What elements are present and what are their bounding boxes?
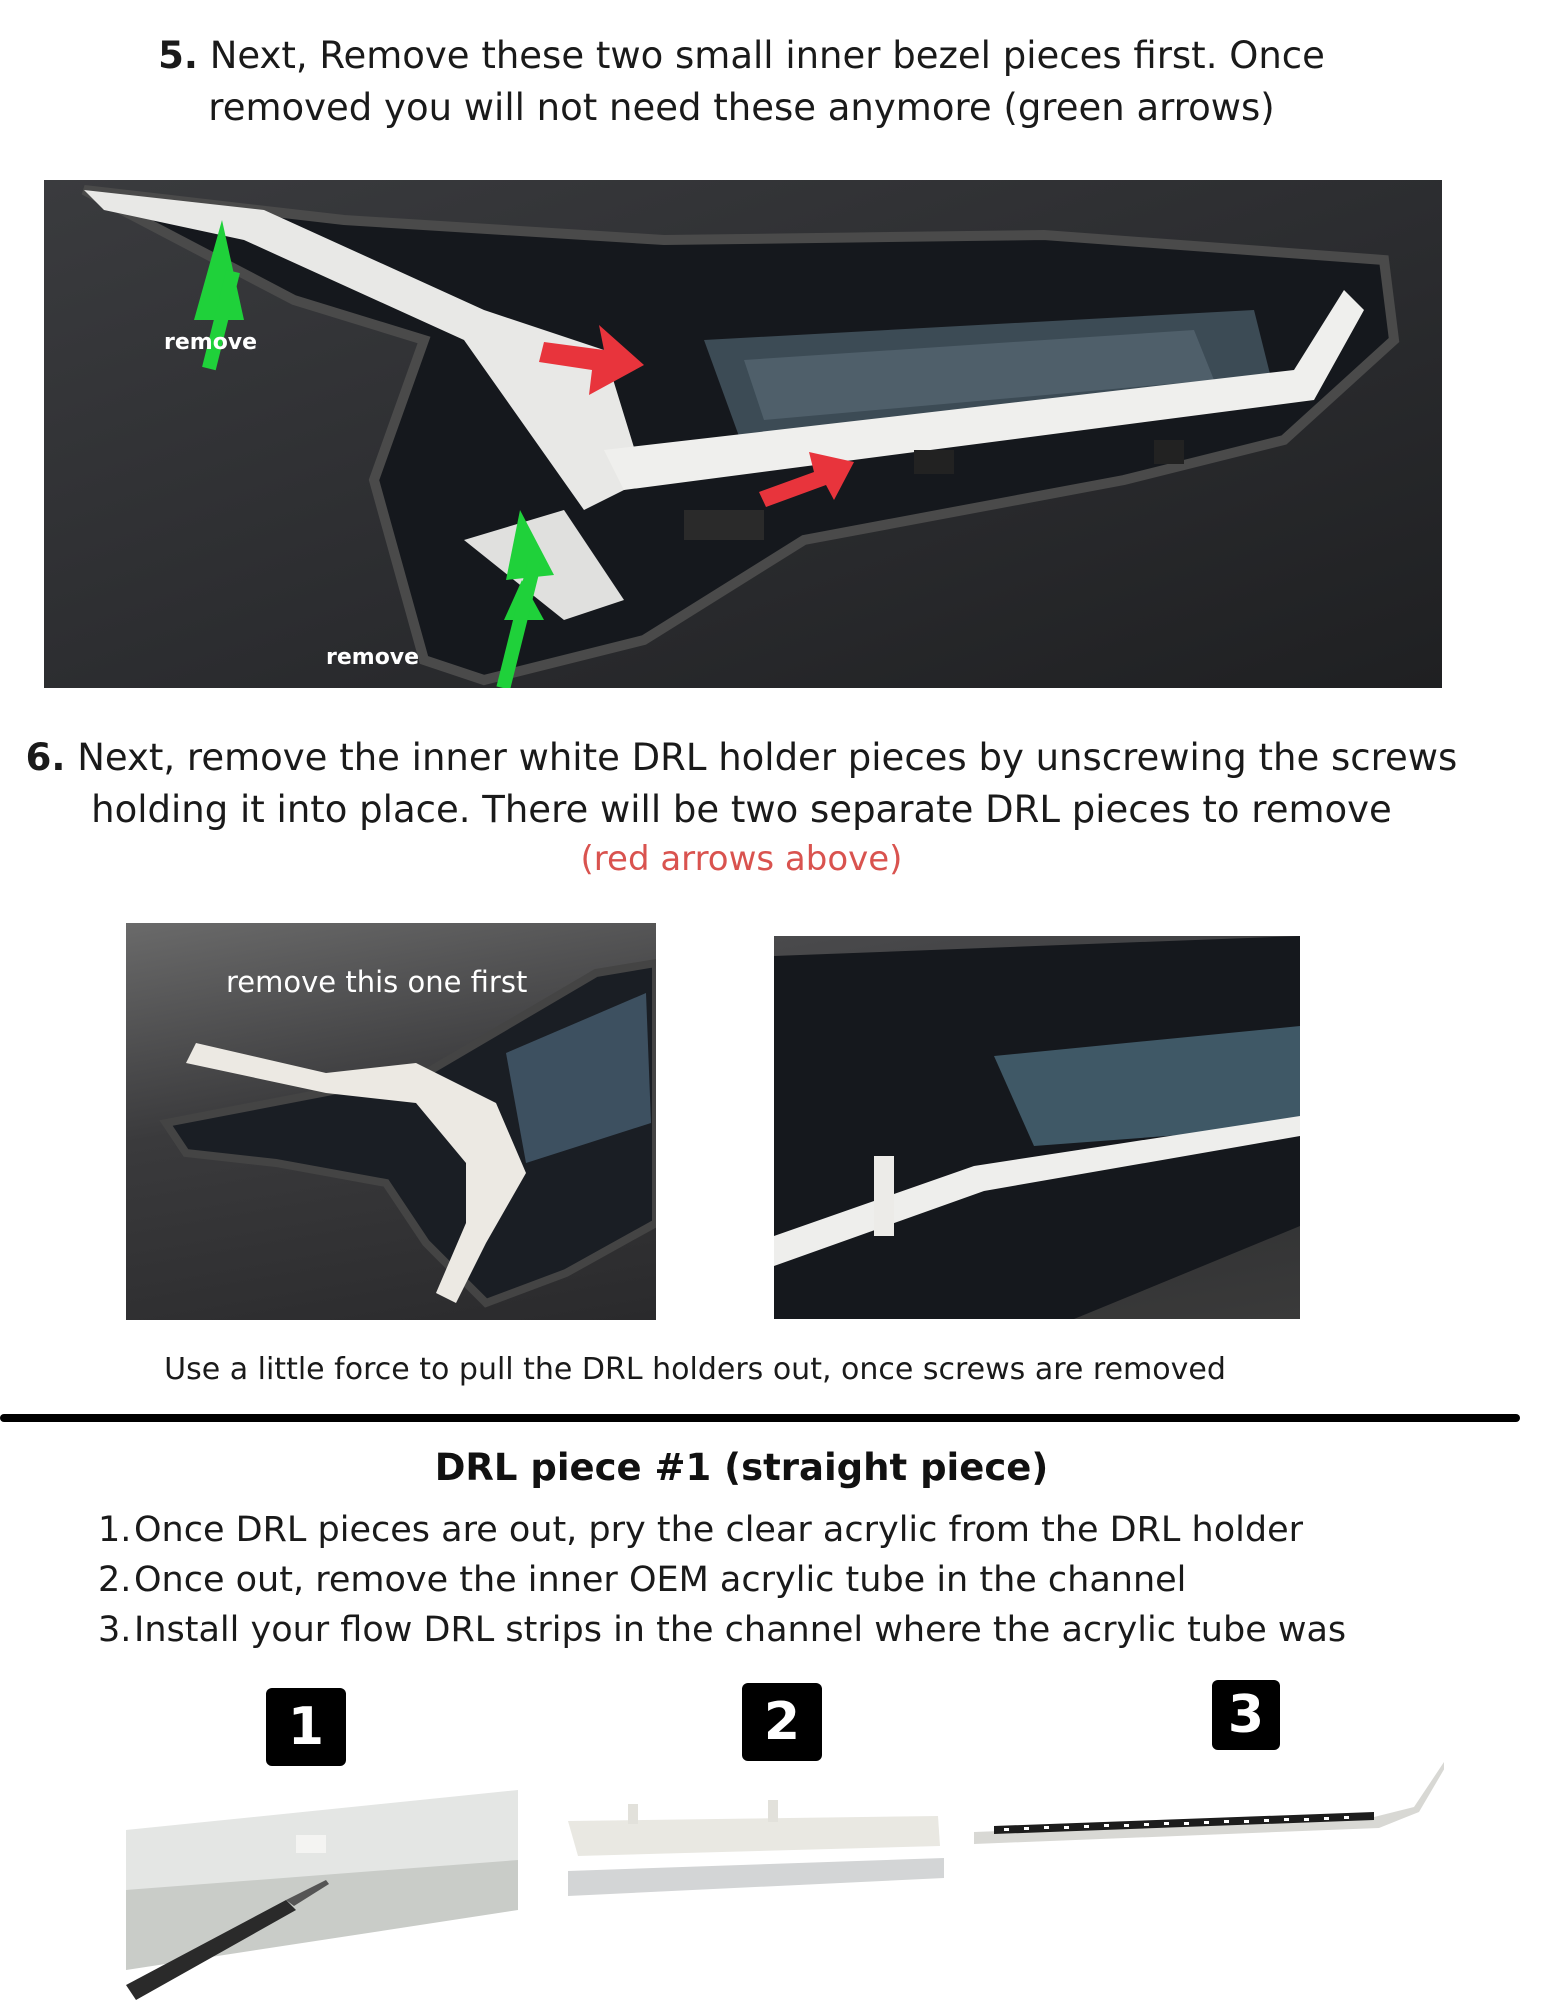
step-number: 3. [98,1610,132,1650]
step-6-line-2: holding it into place. There will be two separate DRL pieces to remove [91,788,1392,831]
step-5-line-1 [0,30,1483,82]
headlight-main-illustration [44,180,1442,688]
remove-label-top: remove [164,330,258,355]
step-text: Once DRL pieces are out, pry the clear acrylic from the DRL holder [134,1510,1304,1550]
instruction-step [98,1505,1398,1555]
drl-piece-2-photo [774,936,1300,1319]
flow-drl-strip-illustration [974,1762,1444,1852]
drl-piece-1-photo [126,923,656,1320]
step-5-text [0,30,1483,134]
step-badge-3: 3 [1212,1680,1280,1750]
acrylic-pry-photo [126,1780,518,2000]
acrylic-tube-illustration [568,1796,944,1906]
section-divider [0,1414,1520,1422]
headlight-main-photo [44,180,1442,688]
step-6-line-1-text: Next, remove the inner white DRL holder pieces by unscrewing the screws [77,736,1458,779]
section-title: DRL piece #1 (straight piece) [434,1446,1049,1489]
instruction-steps-list [98,1505,1398,1655]
step-number: 2. [98,1560,132,1600]
step-6-note: (red arrows above) [580,839,903,879]
step-text: Install your flow DRL strips in the channel where the acrylic tube was [134,1610,1347,1650]
caption-text: Use a little force to pull the DRL holders out, once screws are removed [164,1352,1226,1387]
acrylic-tube-photo [568,1796,944,1906]
drl-piece-2-illustration [774,936,1300,1319]
step-6-number: 6. [25,736,66,779]
flow-drl-strip-photo [974,1762,1444,1852]
instruction-step [98,1605,1398,1655]
acrylic-pry-illustration [126,1780,518,2000]
remove-this-one-first-label: remove this one first [226,965,528,999]
step-badge-1: 1 [266,1688,346,1766]
step-6-line-1 [0,732,1483,784]
step-5-line-2: removed you will not need these anymore (green arrows) [208,86,1275,129]
step-badge-2: 2 [742,1683,822,1761]
remove-label-bottom: remove [326,645,420,670]
step-number: 1. [98,1510,132,1550]
step-5-line-1-text: Next, Remove these two small inner bezel pieces first. Once [209,34,1325,77]
instruction-step [98,1555,1398,1605]
step-5-number: 5. [158,34,198,77]
step-text: Once out, remove the inner OEM acrylic tube in the channel [134,1560,1187,1600]
step-6-text [0,732,1483,882]
